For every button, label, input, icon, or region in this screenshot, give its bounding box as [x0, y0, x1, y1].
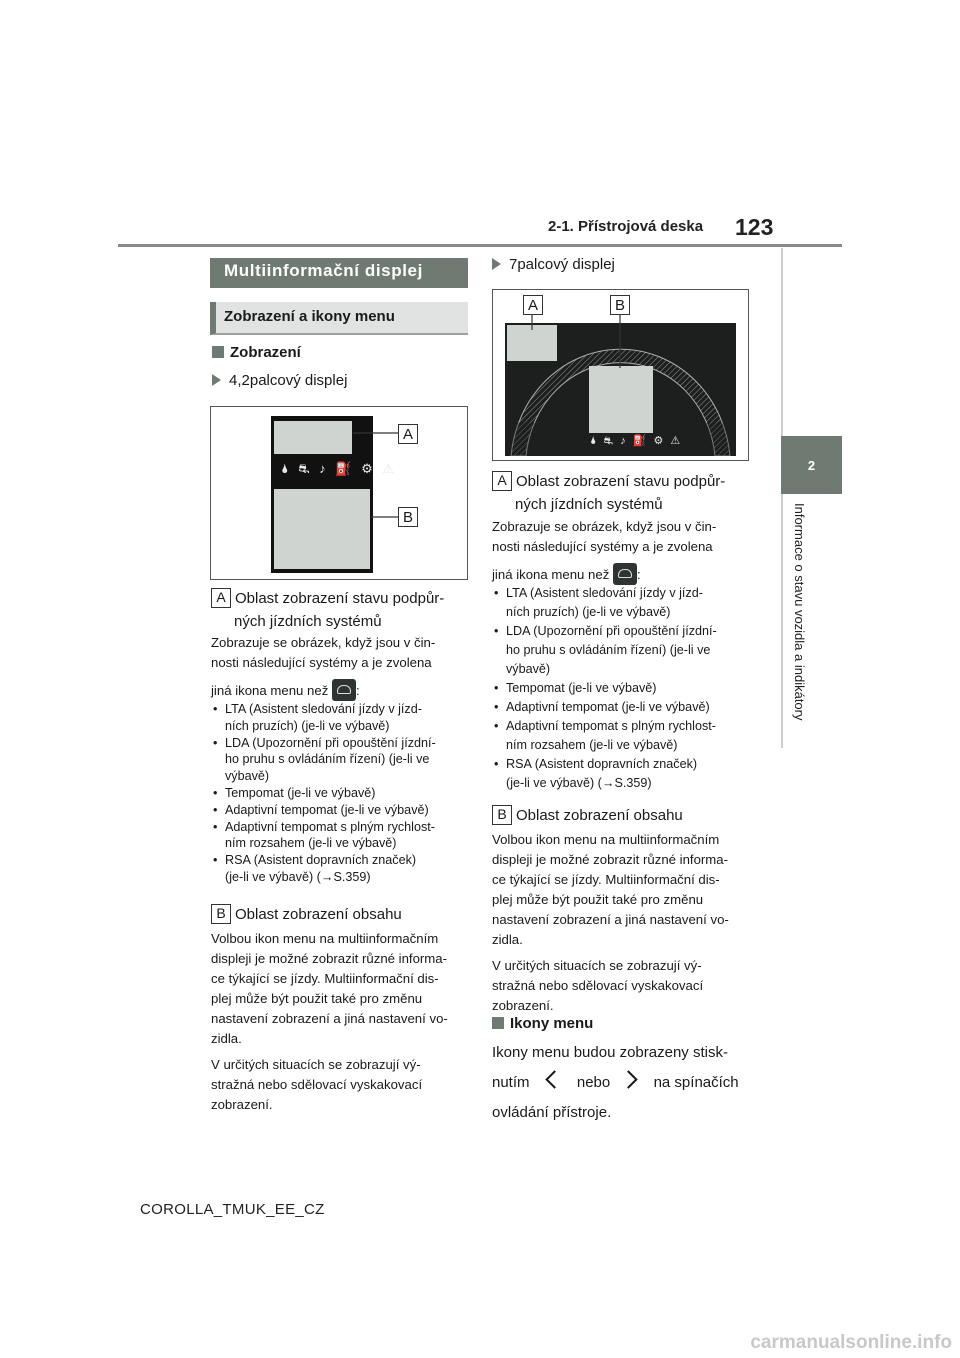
triangle-bullet-icon	[212, 374, 221, 386]
list-item: • LDA (Upozornění při opouštění jízdní- ho pruhu s ovládáním řízení) (je-li ve výbavě)	[492, 622, 754, 679]
header-rule	[118, 244, 842, 247]
callout-lines	[211, 407, 469, 581]
body-line: nosti následující systémy a je zvolena	[492, 539, 713, 554]
body-line: stražná nebo sdělovací vyskakovací	[492, 978, 704, 993]
side-divider	[781, 248, 783, 748]
body-line-with-icon	[211, 679, 473, 701]
label-a-body	[211, 633, 473, 701]
body-line: Volbou ikon menu na multiinformačním	[211, 931, 439, 946]
menu-icons-row: 🌢 ⛐ ♪ ⛽ ⚙ ⚠	[281, 461, 398, 476]
menu-icons-subhead	[492, 1015, 593, 1032]
body-line: Ikony menu budou zobrazeny stisk-	[492, 1044, 728, 1061]
label-a-box: A	[492, 471, 512, 491]
display-type-text: 4,2palcový displej	[229, 372, 348, 389]
footer-code: COROLLA_TMUK_EE_CZ	[140, 1201, 325, 1218]
body-line: Zobrazuje se obrázek, když jsou v čin-	[492, 519, 717, 534]
body-line-with-arrows	[492, 1069, 762, 1096]
label-a-box: A	[211, 588, 231, 608]
body-line: nastavení zobrazení a jiná nastavení vo-	[211, 1011, 448, 1026]
label-a-title-line2: ných jízdních systémů	[515, 496, 663, 513]
label-b-title-7	[492, 804, 754, 827]
list-item: • LDA (Upozornění při opouštění jízdní- ho pruhu s ovládáním řízení) (je-li ve výbavě)	[211, 735, 473, 785]
chevron-right-icon	[620, 1070, 638, 1088]
body-line: ce týkající se jízdy. Multiinformační dis-	[211, 971, 439, 986]
body-line: ovládání přístroje.	[492, 1104, 612, 1121]
body-line: stražná nebo sdělovací vyskakovací	[211, 1077, 423, 1092]
label-b-title-text: Oblast zobrazení obsahu	[516, 807, 683, 824]
body-text: nutím	[492, 1074, 530, 1091]
display-type-label	[212, 372, 347, 389]
body-line: zobrazení.	[492, 998, 554, 1013]
section-title: 2-1. Přístrojová deska	[548, 218, 704, 235]
list-item: • RSA (Asistent dopravních značek) (je-li ve výbavě) (→S.359)	[492, 755, 754, 793]
square-bullet-icon	[492, 1017, 504, 1029]
figure-7-display	[492, 289, 749, 461]
body-line: zidla.	[211, 1031, 242, 1046]
label-b-title-text: Oblast zobrazení obsahu	[235, 906, 402, 923]
list-item: • RSA (Asistent dopravních značek) (je-li ve výbavě) (→S.359)	[211, 852, 473, 886]
body-text: nebo	[576, 1074, 611, 1091]
driving-assist-menu-icon	[613, 563, 637, 585]
label-a-title-line1: Oblast zobrazení stavu podpůr-	[235, 590, 445, 607]
body-line: V určitých situacích se zobrazují vý-	[492, 958, 702, 973]
list-item: • Tempomat (je-li ve výbavě)	[492, 679, 754, 698]
body-line: V určitých situacích se zobrazují vý-	[211, 1057, 421, 1072]
chevron-left-icon	[545, 1070, 563, 1088]
list-item: • Adaptivní tempomat s plným rychlost- ním rozsahem (je-li ve výbavě)	[492, 717, 754, 755]
body-line: displeji je možné zobrazit různé informa-	[492, 852, 729, 867]
colon: :	[636, 567, 641, 582]
body-line: zobrazení.	[211, 1097, 273, 1112]
callout-a: A	[398, 424, 418, 444]
label-a-title	[211, 587, 471, 633]
body-line: nosti následující systémy a je zvolena	[211, 655, 432, 670]
figure-4-2-display	[210, 406, 468, 580]
label-b-body	[211, 929, 473, 1115]
list-item: • Adaptivní tempomat (je-li ve výbavě)	[211, 802, 473, 819]
body-text: na spínačích	[653, 1074, 739, 1091]
menu-icons-text	[492, 1039, 762, 1126]
body-line: ce týkající se jízdy. Multiinformační dis-	[492, 872, 720, 887]
body-line-with-icon	[492, 563, 754, 585]
body-line: Volbou ikon menu na multiinformačním	[492, 832, 720, 847]
body-line: plej může být použit také pro změnu	[492, 892, 704, 907]
body-line: plej může být použit také pro změnu	[211, 991, 423, 1006]
system-list-left	[211, 701, 473, 886]
square-bullet-icon	[212, 346, 224, 358]
display-type-text: 7palcový displej	[509, 256, 615, 273]
display-subhead	[212, 344, 301, 361]
label-a-title-line2: ných jízdních systémů	[234, 613, 382, 630]
display-type-label-7	[492, 256, 615, 273]
list-item: • LTA (Asistent sledování jízdy v jízd- ních pruzích) (je-li ve výbavě)	[211, 701, 473, 735]
menu-icons-row: 🌢 ⛐ ♪ ⛽ ⚙ ⚠	[590, 435, 683, 447]
system-list-right	[492, 584, 754, 793]
list-item: • LTA (Asistent sledování jízdy v jízd- ních pruzích) (je-li ve výbavě)	[492, 584, 754, 622]
body-line: displeji je možné zobrazit různé informa-	[211, 951, 448, 966]
callout-lines	[493, 290, 750, 462]
label-b-box: B	[211, 904, 231, 924]
label-a-title-line1: Oblast zobrazení stavu podpůr-	[516, 473, 726, 490]
subhead-text: Zobrazení	[230, 344, 301, 361]
section-heading: Multiinformační displej	[210, 258, 468, 288]
body-text: jiná ikona menu než	[492, 567, 610, 582]
subhead-text: Ikony menu	[510, 1015, 594, 1032]
list-item: • Adaptivní tempomat s plným rychlost- ním rozsahem (je-li ve výbavě)	[211, 819, 473, 853]
subsection-heading: Zobrazení a ikony menu	[210, 302, 468, 335]
page-number: 123	[735, 214, 774, 240]
body-text: jiná ikona menu než	[211, 683, 329, 698]
body-line: zidla.	[492, 932, 523, 947]
chapter-title: Informace o stavu vozidla a indikátory	[792, 503, 807, 721]
chapter-tab: 2	[781, 436, 842, 494]
body-line: nastavení zobrazení a jiná nastavení vo-	[492, 912, 729, 927]
watermark: carmanualsonline.info	[750, 1332, 952, 1353]
list-item: • Tempomat (je-li ve výbavě)	[211, 785, 473, 802]
list-item: • Adaptivní tempomat (je-li ve výbavě)	[492, 698, 754, 717]
body-line: Zobrazuje se obrázek, když jsou v čin-	[211, 635, 436, 650]
driving-assist-menu-icon	[332, 679, 356, 701]
callout-b: B	[398, 507, 418, 527]
label-a-title-7	[492, 470, 754, 516]
label-b-box: B	[492, 805, 512, 825]
label-a-body-7	[492, 517, 754, 585]
callout-a: A	[523, 295, 543, 315]
colon: :	[355, 683, 360, 698]
triangle-bullet-icon	[492, 258, 501, 270]
callout-b: B	[610, 295, 630, 315]
label-b-body-7	[492, 830, 758, 1016]
label-b-title	[211, 903, 471, 926]
